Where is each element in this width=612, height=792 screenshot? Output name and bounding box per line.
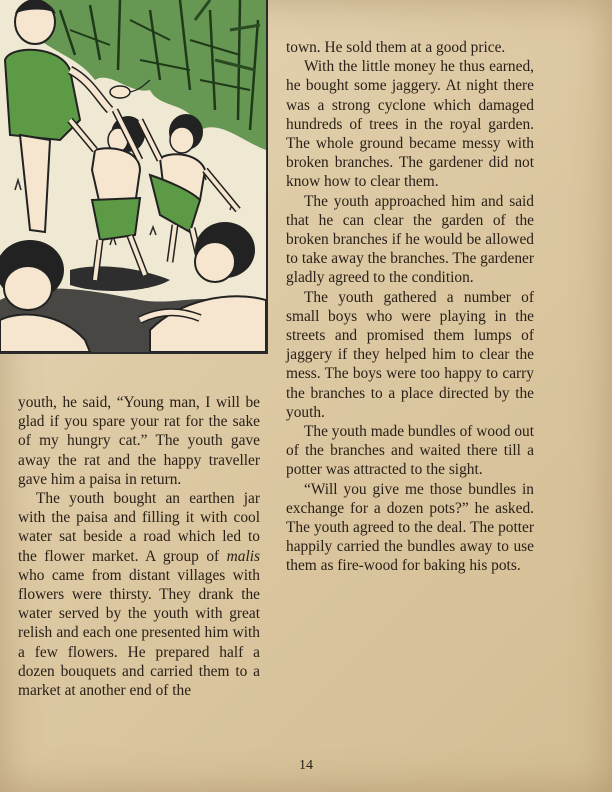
paragraph: The youth approached him and said that he can clear the garden of the broken branches if he would be allowed to take away the branches. The gardener gladly agreed to the condition. bbox=[286, 192, 534, 287]
emphasis-malis: malis bbox=[226, 547, 260, 565]
comic-illustration bbox=[0, 0, 268, 354]
paragraph: With the little money he thus earned, he bought some jaggery. At night there was a strong cyclone which damaged hundreds of trees in the royal garden. The whole ground became messy with broken branches. The gardener did not know how to clear them. bbox=[286, 58, 534, 191]
paragraph: The youth made bundles of wood out of the branches and waited there till a potter was attracted to the sight. bbox=[286, 423, 534, 479]
text-column-right bbox=[286, 38, 534, 576]
paragraph: town. He sold them at a good price. bbox=[286, 39, 506, 56]
paragraph-text: The youth bought an earthen jar with the paisa and filling it with cool water sat beside a road which led to the flower market. A group of bbox=[18, 490, 260, 565]
paragraph bbox=[18, 489, 260, 700]
illustration-drawing bbox=[0, 0, 266, 352]
paragraph: The youth gathered a number of small boys who were playing in the streets and promised them lumps of jaggery if they helped him to clear the mess. The boys were too happy to carry the branches to a place directed by the youth. bbox=[286, 288, 534, 421]
text-column-left bbox=[18, 393, 260, 700]
page-number: 14 bbox=[299, 758, 313, 773]
paragraph-text: who came from distant villages with flowers were thirsty. They drank the water served by the youth with great relish and each one presented him with a few flowers. He prepared half a dozen bouquets and carried them to a market at another end of the bbox=[18, 566, 260, 700]
paragraph: “Will you give me those bundles in exchange for a dozen pots?” he asked. The youth agreed to the deal. The potter happily carried the bundles away to use them as fire-wood for baking his pots. bbox=[286, 480, 534, 575]
paragraph: youth, he said, “Young man, I will be glad if you spare your rat for the sake of my hungry cat.” The youth gave away the rat and the happy traveller gave him a paisa in return. bbox=[18, 394, 260, 488]
